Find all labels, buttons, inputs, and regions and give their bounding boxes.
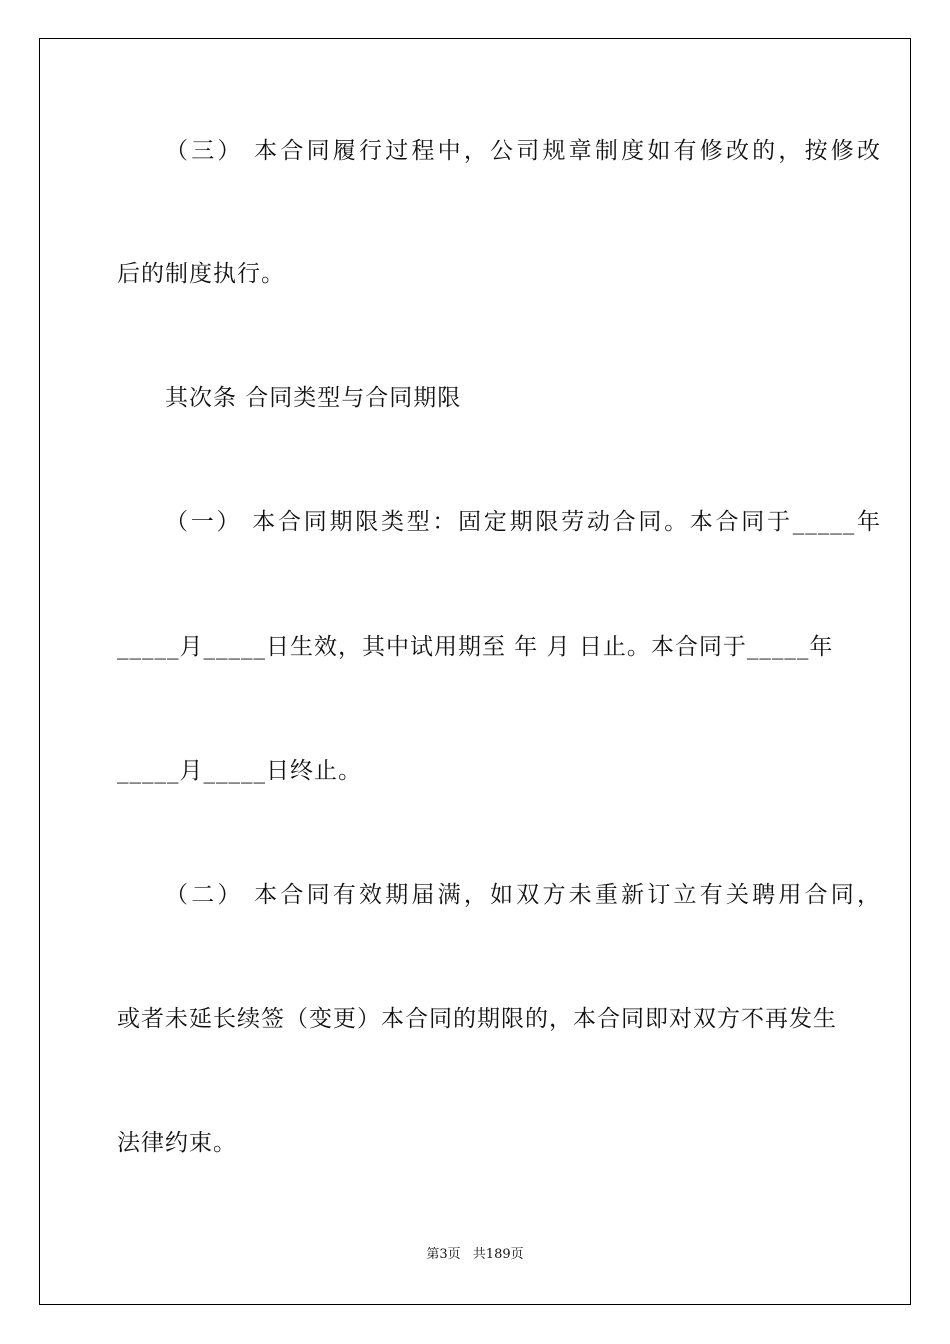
clause-1-line-1: （一） 本合同期限类型：固定期限劳动合同。本合同于_____年 bbox=[165, 509, 881, 535]
page-border bbox=[39, 38, 911, 1305]
page-number: 第3页 bbox=[426, 1247, 461, 1262]
clause-1-line-2: _____月_____日生效，其中试用期至 年 月 日止。本合同于_____年 bbox=[117, 634, 834, 660]
article-heading: 其次条 合同类型与合同期限 bbox=[165, 385, 462, 411]
clause-3-line-1: （三） 本合同履行过程中，公司规章制度如有修改的，按修改 bbox=[165, 138, 881, 164]
clause-2-line-3: 法律约束。 bbox=[117, 1130, 237, 1156]
page-footer bbox=[0, 1246, 950, 1264]
clause-3-line-2: 后的制度执行。 bbox=[117, 261, 285, 287]
total-pages: 共189页 bbox=[472, 1247, 524, 1262]
clause-2-line-1: （二） 本合同有效期届满，如双方未重新订立有关聘用合同， bbox=[165, 882, 881, 908]
clause-2-line-2: 或者未延长续签（变更）本合同的期限的，本合同即对双方不再发生 bbox=[117, 1006, 837, 1032]
clause-1-line-3: _____月_____日终止。 bbox=[117, 758, 362, 784]
